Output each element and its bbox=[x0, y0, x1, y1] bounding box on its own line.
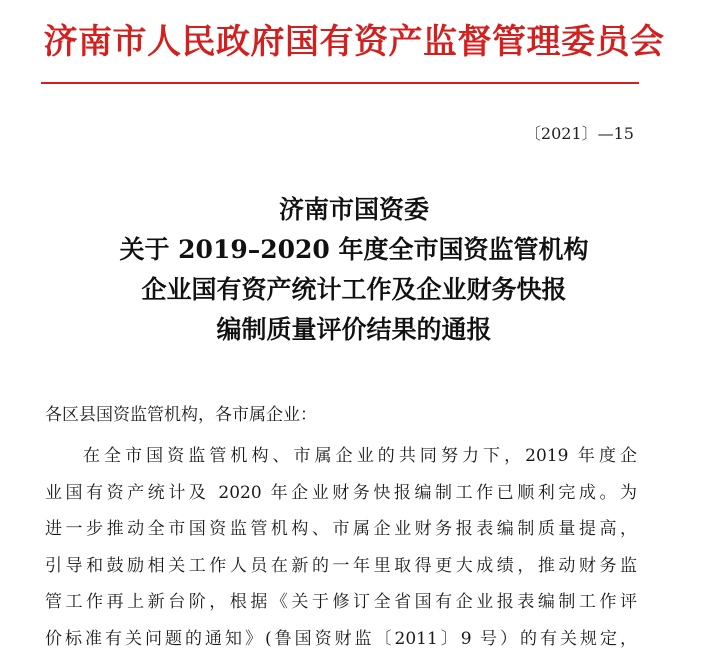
body-line-5: 管工作再上新台阶，根据《关于修订全省国有企业报表编制工作评 bbox=[45, 592, 637, 612]
masthead-agency-name: 济南市人民政府国有资产监督管理委员会 bbox=[43, 22, 665, 62]
body-line-6: 价标准有关问题的通知》(鲁国资财监〔2011〕9 号）的有关规定， bbox=[45, 628, 637, 649]
body-line-4: 引导和鼓励相关工作人员在新的一年里取得更大成绩，推动财务监 bbox=[45, 555, 637, 576]
title-line-1: 济南市国资委 bbox=[278, 195, 429, 224]
body-line-2: 业国有资产统计及 2020 年企业财务快报编制工作已顺利完成。为 bbox=[45, 482, 637, 503]
body-line-1: 在全市国资监管机构、市属企业的共同努力下，2019 年度企 bbox=[83, 446, 637, 466]
title-line-2: 关于 2019–2020 年度全市国资监管机构 bbox=[119, 235, 589, 264]
document-title bbox=[0, 190, 708, 350]
red-divider-line bbox=[41, 82, 639, 84]
title-line-4: 编制质量评价结果的通报 bbox=[216, 315, 492, 344]
document-number: 〔2021〕—15 bbox=[524, 124, 634, 143]
body-paragraph bbox=[45, 438, 637, 657]
title-line-3: 企业国有资产统计工作及企业财务快报 bbox=[141, 275, 567, 304]
body-line-3: 进一步推动全市国资监管机构、市属企业财务报表编制质量提高， bbox=[45, 519, 637, 539]
salutation: 各区县国资监管机构，各市属企业： bbox=[45, 405, 317, 425]
